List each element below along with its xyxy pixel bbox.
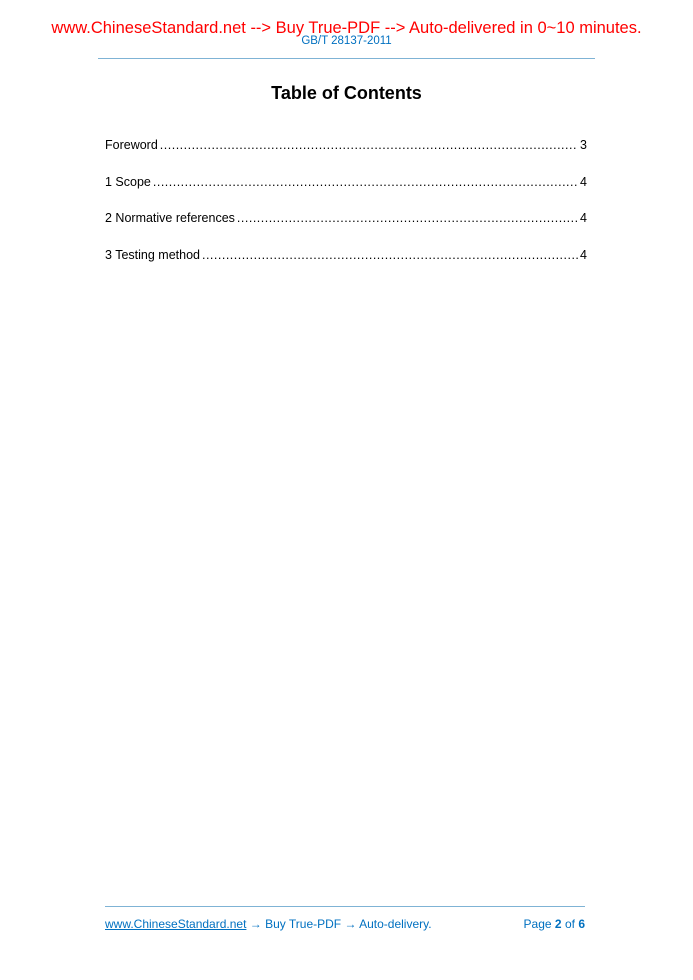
toc-entry-label: Foreword xyxy=(105,138,158,152)
toc-entry-page: 4 xyxy=(580,247,587,262)
page-number xyxy=(524,916,585,932)
header-banner: www.ChineseStandard.net --> Buy True-PDF --> Auto-delivered in 0~10 minutes. xyxy=(51,19,642,37)
toc-entry-page: 4 xyxy=(580,174,587,189)
toc-entry-foreword[interactable] xyxy=(105,138,587,175)
footer-divider xyxy=(105,906,585,907)
toc-entry-label: 3 Testing method xyxy=(105,247,200,262)
toc-entry-testing-method[interactable] xyxy=(105,248,587,285)
standard-code: GB/T 28137-2011 xyxy=(301,35,392,47)
header-divider xyxy=(98,58,595,59)
toc-entry-scope[interactable] xyxy=(105,175,587,212)
current-page-number: 2 xyxy=(554,917,562,931)
toc-entry-page: 3 xyxy=(580,138,587,152)
toc-entry-normative-references[interactable] xyxy=(105,211,587,248)
toc-entry-label: 1 Scope xyxy=(105,174,151,189)
toc-entry-page: 4 xyxy=(580,211,587,225)
toc-dot-leader xyxy=(153,175,578,189)
total-page-count: 6 xyxy=(578,917,585,931)
toc-dot-leader xyxy=(160,138,578,152)
table-of-contents xyxy=(105,138,587,284)
of-word: of xyxy=(564,917,575,931)
footer-tagline: → Buy True-PDF → Auto-delivery. xyxy=(246,917,432,931)
page-footer xyxy=(105,916,585,932)
toc-dot-leader xyxy=(202,248,578,262)
page-word: Page xyxy=(523,917,552,931)
page-title: Table of Contents xyxy=(271,83,422,103)
footer-site-link[interactable]: www.ChineseStandard.net xyxy=(105,917,247,931)
toc-dot-leader xyxy=(237,211,578,225)
toc-entry-label: 2 Normative references xyxy=(105,211,235,225)
